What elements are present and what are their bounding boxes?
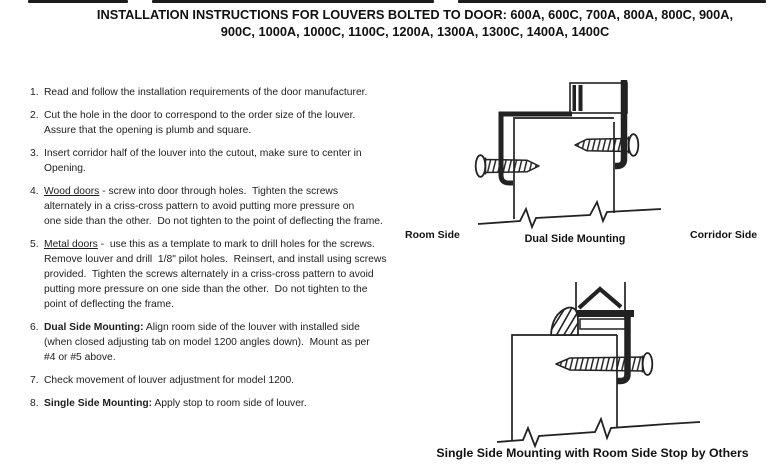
instruction-line: one side than the other. Do not tighten to the point of deflecting the frame. <box>44 216 383 227</box>
instruction-line: Cut the hole in the door to correspond to the order size of the louver. <box>44 110 356 121</box>
instruction-number: 1. <box>30 87 39 98</box>
page-title <box>40 6 782 40</box>
single-side-screw <box>556 353 652 375</box>
single-mounting-drawing <box>495 268 715 453</box>
instruction-line: provided. Tighten the screws alternately in a criss-cross pattern to avoid <box>44 269 374 280</box>
instruction-line: Read and follow the installation requirements of the door manufacturer. <box>44 87 368 98</box>
instruction-item <box>30 396 470 411</box>
instruction-line: Insert corridor half of the louver into the cutout, make sure to center in <box>44 148 362 159</box>
instruction-item <box>30 320 470 365</box>
instruction-item <box>30 85 470 100</box>
louver-chevron <box>579 289 621 308</box>
instruction-item <box>30 146 470 176</box>
instruction-item <box>30 373 470 388</box>
scan-artifact <box>458 0 766 3</box>
instruction-lead: Single Side Mounting: <box>44 398 153 409</box>
door-break-line <box>478 202 661 227</box>
instruction-line: putting more pressure on one side than the other. Do not tighten to the <box>44 284 368 295</box>
door-break-line <box>497 419 700 446</box>
instruction-line: Metal doors - use this as a template to mark to drill holes for the screws. <box>44 239 375 250</box>
instruction-lead: Wood doors <box>44 186 100 197</box>
room-side-screw <box>476 155 539 177</box>
instruction-line: Assure that the opening is plumb and square. <box>44 125 252 136</box>
instruction-number: 8. <box>30 398 39 409</box>
instruction-line: (when closed adjusting tab on model 1200 angles down). Mount as per <box>44 337 370 348</box>
instruction-number: 3. <box>30 148 39 159</box>
instruction-line: #4 or #5 above. <box>44 352 116 363</box>
scan-artifact <box>152 0 434 3</box>
instruction-item <box>30 184 470 229</box>
room-side-label: Room Side <box>405 229 460 241</box>
corridor-side-label: Corridor Side <box>690 229 758 241</box>
instruction-item <box>30 237 470 312</box>
instruction-number: 6. <box>30 322 39 333</box>
instruction-lead: Dual Side Mounting: <box>44 322 144 333</box>
louver-channel-bar <box>579 85 583 111</box>
instruction-line: Dual Side Mounting: Align room side of the louver with installed side <box>44 322 360 333</box>
louver-channel-bar <box>573 85 577 111</box>
door-outline <box>512 335 617 441</box>
instruction-line: Opening. <box>44 163 86 174</box>
instruction-number: 7. <box>30 375 39 386</box>
corridor-frame-bracket <box>615 80 624 166</box>
scan-artifact <box>28 0 128 3</box>
page-title-line1: INSTALLATION INSTRUCTIONS FOR LOUVERS BOLTED TO DOOR: 600A, 600C, 700A, 800A, 800C, 900A, <box>96 7 734 22</box>
instruction-number: 2. <box>30 110 39 121</box>
instruction-line: Remove louver and drill 1/8" pilot holes. Reinsert, and install using screws <box>44 254 387 265</box>
instruction-line: Wood doors - screw into door through holes. Tighten the screws <box>44 186 339 197</box>
instruction-line: Check movement of louver adjustment for model 1200. <box>44 375 295 386</box>
instruction-number: 4. <box>30 186 39 197</box>
instruction-number: 5. <box>30 239 39 250</box>
single-mounting-caption: Single Side Mounting with Room Side Stop by Others <box>436 446 749 460</box>
dual-mounting-drawing <box>468 73 718 233</box>
instruction-lead: Metal doors <box>44 239 98 250</box>
instruction-line: point of deflecting the frame. <box>44 299 174 310</box>
instructions-list <box>30 85 470 419</box>
instruction-line: alternately in a criss-cross pattern to avoid putting more pressure on <box>44 201 355 212</box>
instruction-line: Single Side Mounting: Apply stop to room side of louver. <box>44 398 307 409</box>
page-title-line2: 900C, 1000A, 1000C, 1100C, 1200A, 1300A, 1300C, 1400A, 1400C <box>220 24 610 39</box>
corridor-side-screw <box>575 134 638 156</box>
frame-slot <box>580 319 628 329</box>
instruction-item <box>30 108 470 138</box>
dual-mounting-caption: Dual Side Mounting <box>524 233 626 245</box>
